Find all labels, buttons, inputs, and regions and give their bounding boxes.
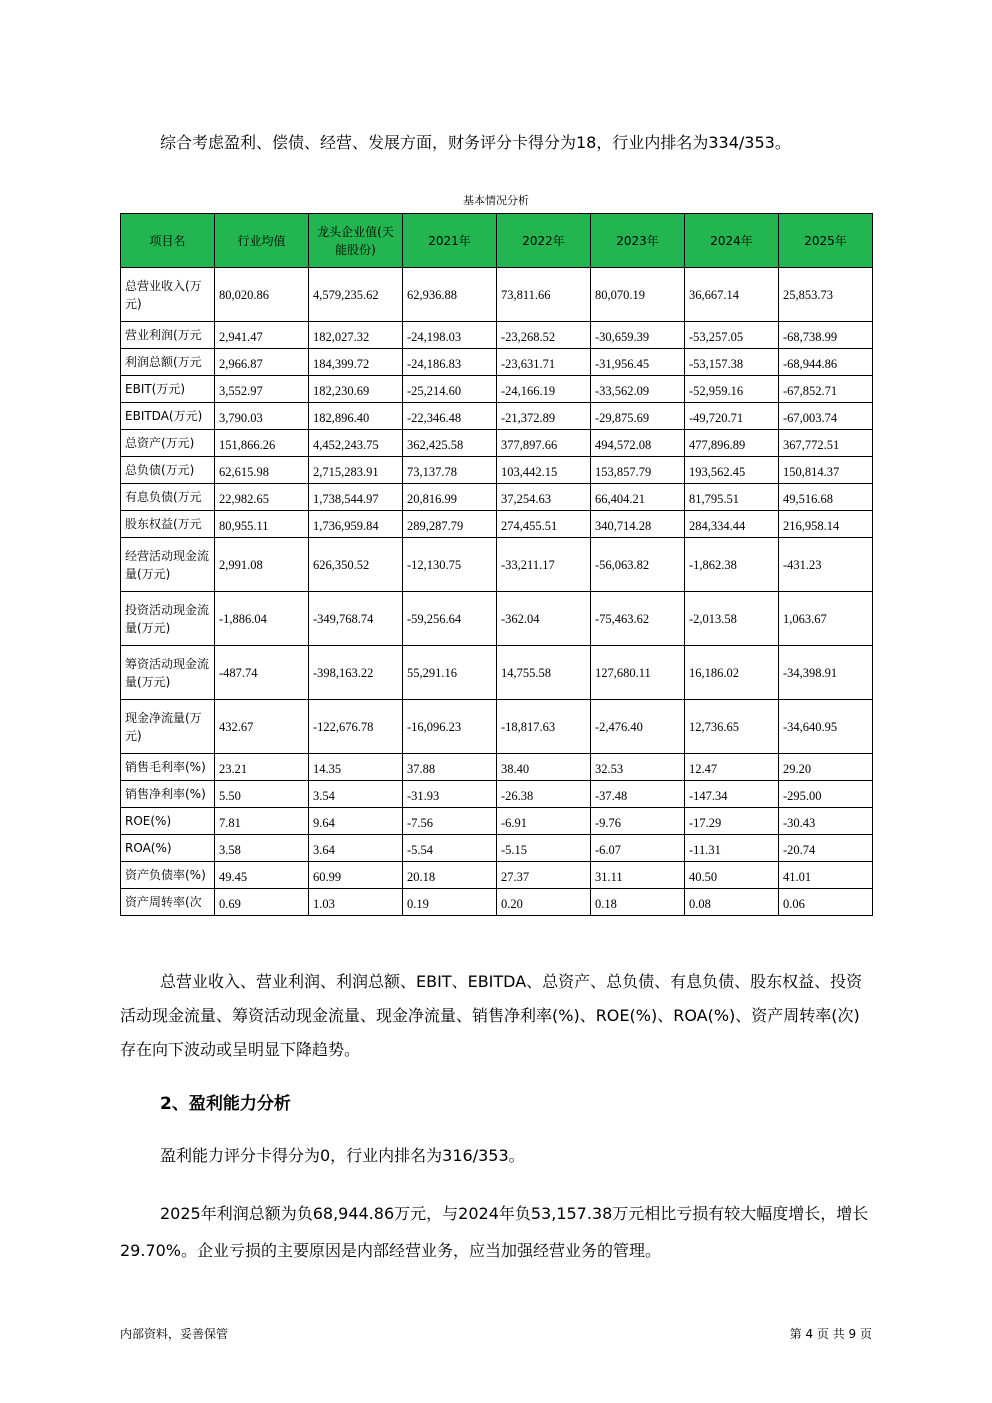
table-cell: -23,268.52 (497, 322, 591, 349)
row-label: 经营活动现金流量(万元) (121, 538, 215, 592)
table-cell: -295.00 (779, 781, 873, 808)
table-row (121, 376, 873, 403)
table-caption: 基本情况分析 (463, 194, 529, 207)
table-cell: 626,350.52 (309, 538, 403, 592)
table-cell: 182,896.40 (309, 403, 403, 430)
table-cell: 25,853.73 (779, 268, 873, 322)
row-label: EBIT(万元) (121, 376, 215, 403)
table-cell: -398,163.22 (309, 646, 403, 700)
table-cell: -5.54 (403, 835, 497, 862)
header-item-name: 项目名 (121, 214, 215, 268)
table-cell: 377,897.66 (497, 430, 591, 457)
profit-detail-paragraph: 2025年利润总额为负68,944.86万元，与2024年负53,157.38万元相比亏损有较大幅度增长，增长29.70%。企业亏损的主要原因是内部经营业务，应当加强经营业务的管理。 (120, 1204, 869, 1260)
table-cell: -34,640.95 (779, 700, 873, 754)
table-cell: -33,211.17 (497, 538, 591, 592)
table-row (121, 484, 873, 511)
table-cell: -49,720.71 (685, 403, 779, 430)
row-label: ROA(%) (121, 835, 215, 862)
table-cell: -34,398.91 (779, 646, 873, 700)
table-cell: -21,372.89 (497, 403, 591, 430)
table-cell: 80,070.19 (591, 268, 685, 322)
table-cell: -31,956.45 (591, 349, 685, 376)
table-cell: -56,063.82 (591, 538, 685, 592)
table-cell: 73,811.66 (497, 268, 591, 322)
table-cell: 40.50 (685, 862, 779, 889)
table-row (121, 322, 873, 349)
row-label: EBITDA(万元) (121, 403, 215, 430)
table-body (121, 268, 873, 916)
row-label: 现金净流量(万元) (121, 700, 215, 754)
table-row (121, 403, 873, 430)
row-label: 总负债(万元) (121, 457, 215, 484)
table-cell: 151,866.26 (215, 430, 309, 457)
table-cell: -30,659.39 (591, 322, 685, 349)
table-cell: 3.64 (309, 835, 403, 862)
table-row (121, 646, 873, 700)
table-row (121, 592, 873, 646)
table-cell: 1,736,959.84 (309, 511, 403, 538)
footer-confidential: 内部资料，妥善保管 (120, 1327, 229, 1341)
table-row (121, 511, 873, 538)
row-label: 总资产(万元) (121, 430, 215, 457)
table-cell: 2,966.87 (215, 349, 309, 376)
row-label: 资产周转率(次 (121, 889, 215, 916)
table-cell: 362,425.58 (403, 430, 497, 457)
table-cell: 0.19 (403, 889, 497, 916)
table-cell: 49.45 (215, 862, 309, 889)
table-cell: 60.99 (309, 862, 403, 889)
table-cell: 193,562.45 (685, 457, 779, 484)
table-cell: 150,814.37 (779, 457, 873, 484)
table-cell: -9.76 (591, 808, 685, 835)
table-row (121, 430, 873, 457)
row-label: ROE(%) (121, 808, 215, 835)
trend-paragraph: 总营业收入、营业利润、利润总额、EBIT、EBITDA、总资产、总负债、有息负债、股东权益、投资活动现金流量、筹资活动现金流量、现金净流量、销售净利率(%)、ROE(%)、ROA(%)、资产周转率(次)存在向下波动或呈明显下降趋势。 (120, 972, 863, 1059)
table-cell: 182,230.69 (309, 376, 403, 403)
table-cell: 477,896.89 (685, 430, 779, 457)
table-cell: 432.67 (215, 700, 309, 754)
table-cell: -68,944.86 (779, 349, 873, 376)
table-cell: 0.06 (779, 889, 873, 916)
table-cell: -68,738.99 (779, 322, 873, 349)
table-cell: 367,772.51 (779, 430, 873, 457)
section-title: 2、盈利能力分析 (160, 1094, 291, 1114)
table-cell: -25,214.60 (403, 376, 497, 403)
table-cell: 14.35 (309, 754, 403, 781)
header-2021: 2021年 (403, 214, 497, 268)
table-cell: 37.88 (403, 754, 497, 781)
table-cell: -11.31 (685, 835, 779, 862)
table-cell: 20.18 (403, 862, 497, 889)
row-label: 筹资活动现金流量(万元) (121, 646, 215, 700)
table-cell: -37.48 (591, 781, 685, 808)
table-cell: 3.58 (215, 835, 309, 862)
table-cell: 2,941.47 (215, 322, 309, 349)
table-cell: 80,020.86 (215, 268, 309, 322)
table-cell: 38.40 (497, 754, 591, 781)
table-row (121, 349, 873, 376)
table-cell: 80,955.11 (215, 511, 309, 538)
table-cell: -20.74 (779, 835, 873, 862)
table-cell: 494,572.08 (591, 430, 685, 457)
table-cell: -24,186.83 (403, 349, 497, 376)
profit-score-paragraph: 盈利能力评分卡得分为0，行业内排名为316/353。 (160, 1146, 525, 1165)
header-2023: 2023年 (591, 214, 685, 268)
table-cell: 1,063.67 (779, 592, 873, 646)
table-cell: -431.23 (779, 538, 873, 592)
table-row (121, 538, 873, 592)
table-cell: -487.74 (215, 646, 309, 700)
footer-page-number: 第 4 页 共 9 页 (789, 1327, 872, 1341)
table-row (121, 268, 873, 322)
table-cell: 2,991.08 (215, 538, 309, 592)
table-cell: -1,862.38 (685, 538, 779, 592)
table-cell: -17.29 (685, 808, 779, 835)
table-cell: 0.18 (591, 889, 685, 916)
row-label: 股东权益(万元 (121, 511, 215, 538)
header-leader-value: 龙头企业值(天能股份) (309, 214, 403, 268)
table-cell: -5.15 (497, 835, 591, 862)
table-cell: -26.38 (497, 781, 591, 808)
table-cell: -75,463.62 (591, 592, 685, 646)
table-cell: 66,404.21 (591, 484, 685, 511)
table-cell: 127,680.11 (591, 646, 685, 700)
table-cell: 73,137.78 (403, 457, 497, 484)
table-cell: 340,714.28 (591, 511, 685, 538)
financial-table (120, 213, 873, 916)
table-cell: -53,157.38 (685, 349, 779, 376)
table-cell: 0.08 (685, 889, 779, 916)
table-cell: 182,027.32 (309, 322, 403, 349)
table-cell: 12,736.65 (685, 700, 779, 754)
table-cell: -67,003.74 (779, 403, 873, 430)
table-row (121, 862, 873, 889)
table-cell: 55,291.16 (403, 646, 497, 700)
row-label: 有息负债(万元 (121, 484, 215, 511)
table-cell: -52,959.16 (685, 376, 779, 403)
table-row (121, 808, 873, 835)
table-cell: -33,562.09 (591, 376, 685, 403)
table-cell: 49,516.68 (779, 484, 873, 511)
table-cell: 274,455.51 (497, 511, 591, 538)
table-cell: 153,857.79 (591, 457, 685, 484)
table-row (121, 835, 873, 862)
table-cell: -67,852.71 (779, 376, 873, 403)
table-cell: -59,256.64 (403, 592, 497, 646)
table-cell: 5.50 (215, 781, 309, 808)
table-cell: 29.20 (779, 754, 873, 781)
table-cell: -6.07 (591, 835, 685, 862)
table-cell: 12.47 (685, 754, 779, 781)
table-row (121, 889, 873, 916)
table-cell: 3.54 (309, 781, 403, 808)
table-cell: 32.53 (591, 754, 685, 781)
table-cell: -22,346.48 (403, 403, 497, 430)
table-cell: -349,768.74 (309, 592, 403, 646)
table-cell: 4,579,235.62 (309, 268, 403, 322)
table-cell: 14,755.58 (497, 646, 591, 700)
row-label: 销售毛利率(%) (121, 754, 215, 781)
table-cell: 62,936.88 (403, 268, 497, 322)
table-cell: -30.43 (779, 808, 873, 835)
table-cell: -6.91 (497, 808, 591, 835)
table-cell: -7.56 (403, 808, 497, 835)
table-cell: -53,257.05 (685, 322, 779, 349)
header-2022: 2022年 (497, 214, 591, 268)
table-cell: 16,186.02 (685, 646, 779, 700)
table-cell: -1,886.04 (215, 592, 309, 646)
row-label: 投资活动现金流量(万元) (121, 592, 215, 646)
table-row (121, 754, 873, 781)
table-cell: 37,254.63 (497, 484, 591, 511)
row-label: 资产负债率(%) (121, 862, 215, 889)
table-row (121, 457, 873, 484)
table-cell: 22,982.65 (215, 484, 309, 511)
table-cell: -362.04 (497, 592, 591, 646)
table-cell: -2,476.40 (591, 700, 685, 754)
header-2024: 2024年 (685, 214, 779, 268)
table-cell: 1.03 (309, 889, 403, 916)
table-cell: 4,452,243.75 (309, 430, 403, 457)
table-cell: 23.21 (215, 754, 309, 781)
table-cell: 36,667.14 (685, 268, 779, 322)
row-label: 总营业收入(万元) (121, 268, 215, 322)
table-cell: 0.20 (497, 889, 591, 916)
table-cell: 103,442.15 (497, 457, 591, 484)
table-cell: 31.11 (591, 862, 685, 889)
header-industry-avg: 行业均值 (215, 214, 309, 268)
table-cell: 3,552.97 (215, 376, 309, 403)
table-cell: -23,631.71 (497, 349, 591, 376)
table-cell: 9.64 (309, 808, 403, 835)
table-cell: 289,287.79 (403, 511, 497, 538)
table-row (121, 700, 873, 754)
table-cell: -31.93 (403, 781, 497, 808)
table-cell: -12,130.75 (403, 538, 497, 592)
table-cell: 62,615.98 (215, 457, 309, 484)
table-cell: -24,166.19 (497, 376, 591, 403)
table-cell: 284,334.44 (685, 511, 779, 538)
table-cell: 0.69 (215, 889, 309, 916)
table-cell: 7.81 (215, 808, 309, 835)
table-cell: -2,013.58 (685, 592, 779, 646)
header-2025: 2025年 (779, 214, 873, 268)
row-label: 销售净利率(%) (121, 781, 215, 808)
table-cell: -29,875.69 (591, 403, 685, 430)
table-cell: -147.34 (685, 781, 779, 808)
row-label: 利润总额(万元 (121, 349, 215, 376)
table-cell: 3,790.03 (215, 403, 309, 430)
table-cell: 81,795.51 (685, 484, 779, 511)
summary-paragraph: 综合考虑盈利、偿债、经营、发展方面，财务评分卡得分为18，行业内排名为334/353。 (160, 133, 791, 152)
table-cell: 41.01 (779, 862, 873, 889)
table-cell: -18,817.63 (497, 700, 591, 754)
table-cell: 20,816.99 (403, 484, 497, 511)
table-cell: -122,676.78 (309, 700, 403, 754)
table-cell: 184,399.72 (309, 349, 403, 376)
table-cell: 27.37 (497, 862, 591, 889)
table-cell: 2,715,283.91 (309, 457, 403, 484)
table-cell: -16,096.23 (403, 700, 497, 754)
table-cell: 216,958.14 (779, 511, 873, 538)
table-cell: 1,738,544.97 (309, 484, 403, 511)
row-label: 营业利润(万元 (121, 322, 215, 349)
table-cell: -24,198.03 (403, 322, 497, 349)
table-row (121, 781, 873, 808)
table-header-row (121, 214, 873, 268)
